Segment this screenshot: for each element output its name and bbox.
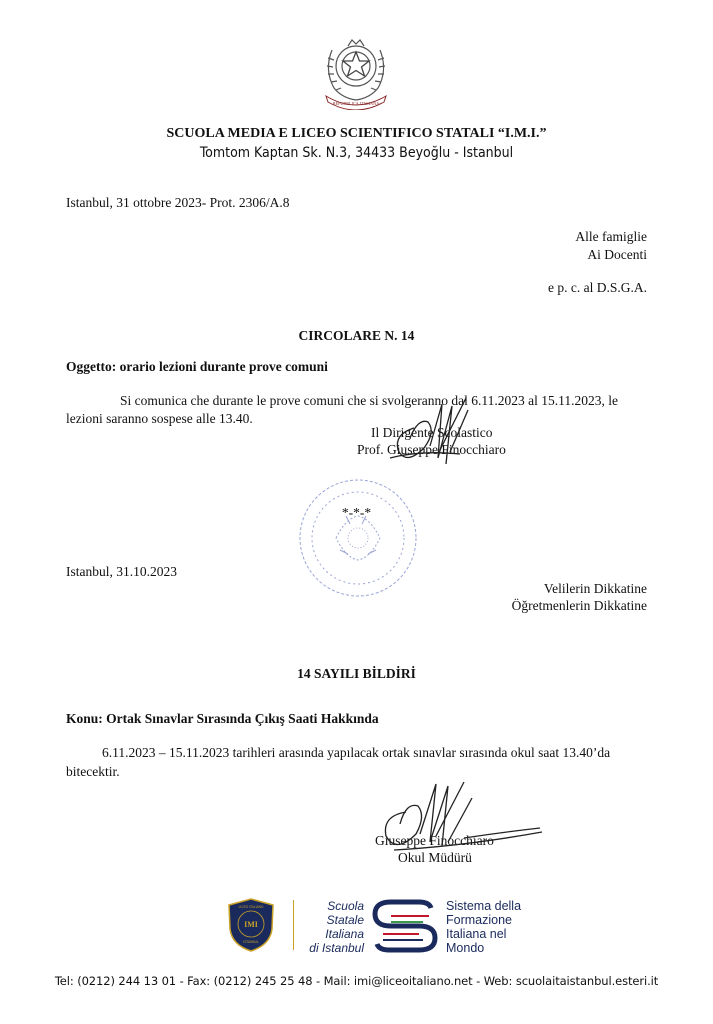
date-protocol: Istanbul, 31 ottobre 2023- Prot. 2306/A.8 xyxy=(66,195,290,210)
badge-bottom-text: ISTANBUL xyxy=(243,940,259,944)
footer-contact: Tel: (0212) 244 13 01 - Fax: (0212) 245 25 48 - Mail: imi@liceoitaliano.net - Web: scuolaitaistanbul.esteri.it xyxy=(54,974,659,988)
scuola-line-1: Scuola xyxy=(327,899,364,913)
date-tr: Istanbul, 31.10.2023 xyxy=(66,564,177,579)
school-name: SCUOLA MEDIA E LICEO SCIENTIFICO STATALI “I.M.I.” xyxy=(166,126,547,141)
badge-top-text: LICEO ITALIANO xyxy=(238,905,264,909)
recipient-families: Alle famiglie xyxy=(575,229,647,244)
sistema-line-1: Sistema della xyxy=(446,899,522,913)
sistema-s-logo xyxy=(369,898,441,954)
badge-mid-text: IMI xyxy=(244,920,258,929)
separator: *-*-* xyxy=(341,505,372,520)
recipient-teachers-tr: Öğretmenlerin Dikkatine xyxy=(511,598,647,613)
scuola-statale-text xyxy=(300,899,364,955)
circular-title: CIRCOLARE N. 14 xyxy=(298,328,415,343)
body-line-1: Si comunica che durante le prove comuni che si svolgeranno dal 6.11.2023 al 15.11.2023, le xyxy=(120,393,618,408)
notice-subject-tr: Konu: Ortak Sınavlar Sırasında Çıkış Saati Hakkında xyxy=(66,711,379,726)
official-stamp xyxy=(296,476,420,600)
sistema-formazione-text xyxy=(446,899,521,955)
body-line-2: lezioni saranno sospese alle 13.40. xyxy=(66,411,253,426)
signer-role-tr: Okul Müdürü xyxy=(398,850,472,865)
scuola-line-2: Statale xyxy=(326,913,364,927)
italian-republic-emblem xyxy=(318,30,394,110)
imi-shield-logo xyxy=(226,897,276,953)
sistema-line-2: Formazione xyxy=(446,913,512,927)
sistema-line-3: Italiana nel xyxy=(446,927,507,941)
recipient-teachers: Ai Docenti xyxy=(587,247,647,262)
signer-name-tr: Giuseppe Finocchiaro xyxy=(375,833,494,848)
body-line-2-tr: bitecektir. xyxy=(66,764,120,779)
signer-name-it: Prof. Giuseppe Finocchiaro xyxy=(357,442,506,457)
carbon-copy: e p. c. al D.S.G.A. xyxy=(548,280,647,295)
scuola-line-3: Italiana xyxy=(325,927,364,941)
notice-title-tr: 14 SAYILI BİLDİRİ xyxy=(297,666,416,681)
sistema-line-4: Mondo xyxy=(446,941,485,955)
circular-subject: Oggetto: orario lezioni durante prove comuni xyxy=(66,359,328,374)
body-line-1-tr: 6.11.2023 – 15.11.2023 tarihleri arasında yapılacak ortak sınavlar sırasında okul saat 13.40’da xyxy=(102,745,611,760)
recipient-parents-tr: Velilerin Dikkatine xyxy=(543,581,647,596)
logo-divider xyxy=(293,900,294,950)
emblem-ribbon-text: REPUBBLICA ITALIANA xyxy=(332,101,380,106)
signer-role-it: Il Dirigente Scolastico xyxy=(371,425,493,440)
school-address: Tomtom Kaptan Sk. N.3, 34433 Beyoğlu - Istanbul xyxy=(199,145,514,161)
scuola-line-4: di Istanbul xyxy=(309,941,364,955)
